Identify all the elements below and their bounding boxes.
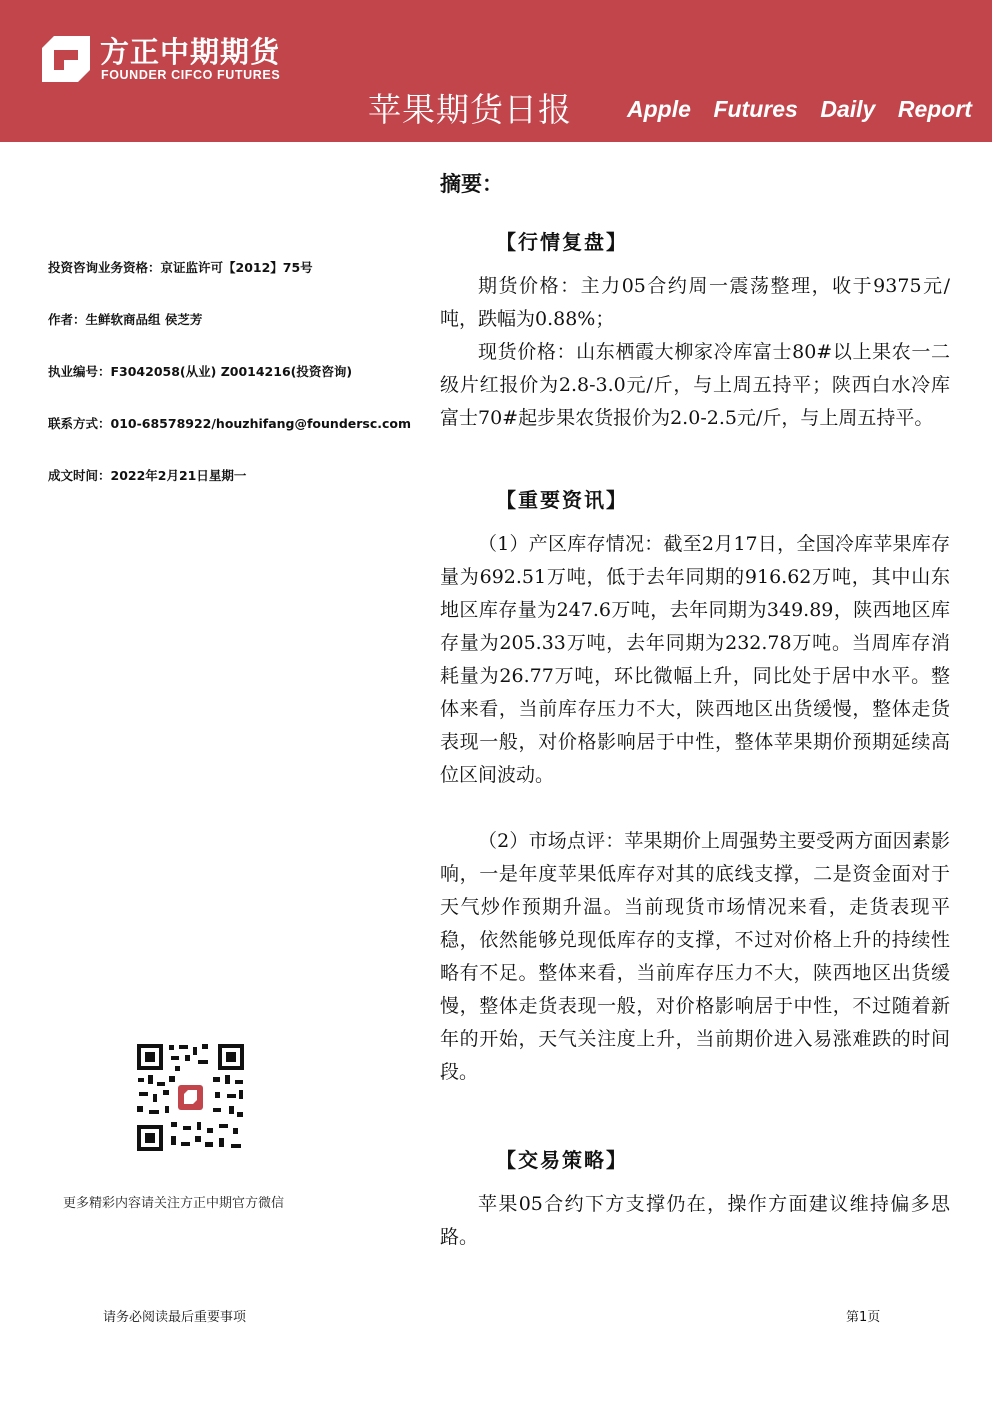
paragraph-strategy: 苹果05合约下方支撑仍在，操作方面建议维持偏多思路。 xyxy=(440,1193,950,1248)
qualification-line: 投资咨询业务资格：京证监许可【2012】75号 xyxy=(48,260,313,275)
summary-label: 摘要： xyxy=(440,172,503,196)
date-line: 成文时间：2022年2月21日星期一 xyxy=(48,468,247,483)
paragraph-market-comment: （2）市场点评：苹果期价上周强势主要受两方面因素影响，一是年度苹果低库存对其的底线支撑，二是资金面对于天气炒作预期升温。当前现货市场情况来看，走货表现平稳，依然能够兑现低库存的支撑，不过对价格上升的持续性略有不足。整体来看，当前库存压力不大，陕西地区出货缓慢，整体走货表现一般，对价格影响居于中性，不过随着新年的开始，天气关注度上升，当前期价进入易涨难跌的时间段。 xyxy=(440,830,950,1083)
title-en-word: Apple xyxy=(627,96,691,122)
title-en-word: Report xyxy=(897,96,972,122)
contact-line: 联系方式：010-68578922/houzhifang@foundersc.com xyxy=(48,416,412,431)
qr-caption: 更多精彩内容请关注方正中期官方微信 xyxy=(63,1196,285,1211)
page-number: 第1页 xyxy=(846,1310,881,1325)
founder-logo-icon xyxy=(40,36,92,82)
brand-name-en: FOUNDER CIFCO FUTURES xyxy=(101,68,281,82)
paragraph-spot-price: 现货价格：山东栖霞大柳家冷库富士80#以上果农一二级片红报价为2.8-3.0元/斤，与上周五持平；陕西白水冷库富士70#起步果农货报价为2.0-2.5元/斤，与上周五持平。 xyxy=(440,341,950,429)
paragraph-inventory: （1）产区库存情况：截至2月17日，全国冷库苹果库存量为692.51万吨，低于去年同期的916.62万吨，其中山东地区库存量为247.6万吨，去年同期为349.89，陕西地区库存量为205.33万吨，去年同期为232.78万吨。当周库存消耗量为26.77万吨，环比微幅上升，同比处于居中水平。整体来看，当前库存压力不大，陕西地区出货缓慢，整体走货表现一般，对价格影响居于中性，整体苹果期价预期延续高位区间波动。 xyxy=(440,533,950,786)
report-title-cn: 苹果期货日报 xyxy=(368,90,572,129)
section-heading-strategy: 【交易策略】 xyxy=(496,1148,628,1172)
footer-notice: 请务必阅读最后重要事项 xyxy=(103,1310,247,1325)
section-heading-key-news: 【重要资讯】 xyxy=(496,488,628,512)
report-title-en xyxy=(627,96,972,123)
title-en-word: Daily xyxy=(820,96,876,122)
report-header xyxy=(0,0,992,142)
title-en-word: Futures xyxy=(713,96,798,122)
author-line: 作者：生鲜软商品组 侯芝芳 xyxy=(48,312,203,327)
license-line: 执业编号：F3042058(从业) Z0014216(投资咨询) xyxy=(48,364,353,379)
paragraph-futures-price: 期货价格：主力05合约周一震荡整理，收于9375元/吨，跌幅为0.88%； xyxy=(440,275,950,330)
qr-code-icon xyxy=(135,1042,246,1153)
section-heading-market-review: 【行情复盘】 xyxy=(496,230,628,254)
brand-name-cn: 方正中期期货 xyxy=(100,35,281,69)
